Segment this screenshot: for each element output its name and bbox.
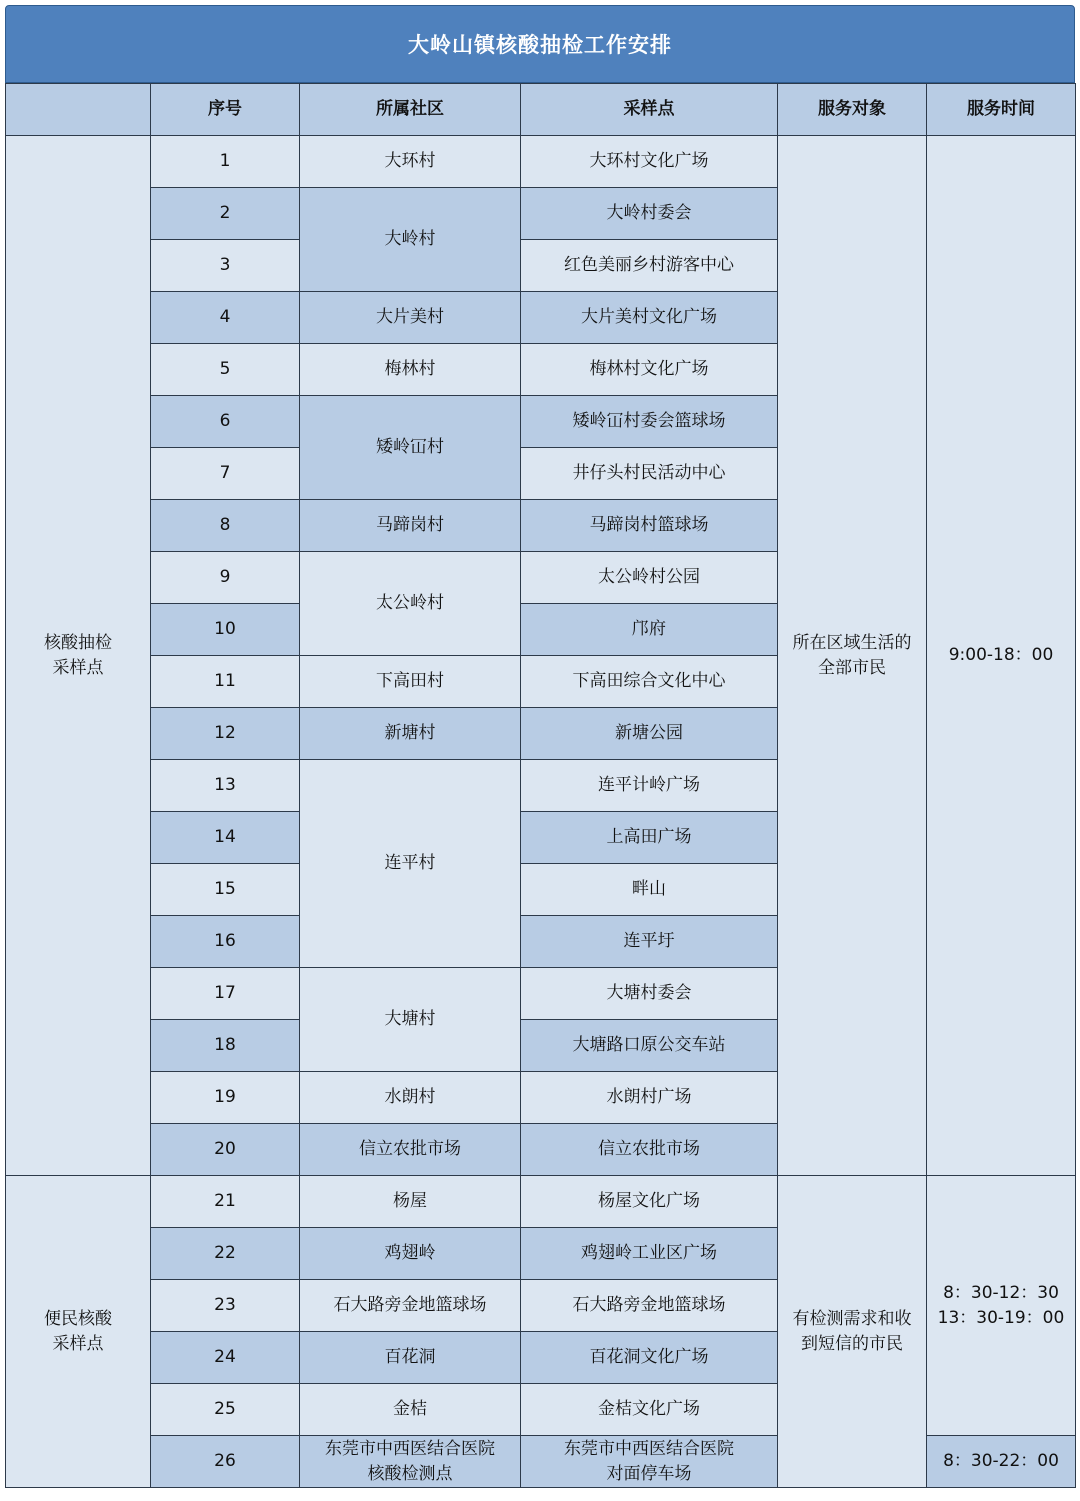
row-community: 下高田村 [300, 656, 521, 708]
row-community: 百花洞 [300, 1332, 521, 1384]
row-no: 24 [151, 1332, 300, 1384]
row-no: 8 [151, 500, 300, 552]
header-community: 所属社区 [300, 84, 521, 136]
row-no: 22 [151, 1228, 300, 1280]
row-site [521, 1436, 778, 1488]
row-site: 太公岭村公园 [521, 552, 778, 604]
row-no: 13 [151, 760, 300, 812]
row-site: 信立农批市场 [521, 1124, 778, 1176]
row-community: 鸡翅岭 [300, 1228, 521, 1280]
row-community: 马蹄岗村 [300, 500, 521, 552]
row-site: 大环村文化广场 [521, 136, 778, 188]
row-site: 新塘公园 [521, 708, 778, 760]
row-no: 9 [151, 552, 300, 604]
row-site: 连平圩 [521, 916, 778, 968]
category-label: 便民核酸 [44, 1308, 112, 1329]
row-site: 百花洞文化广场 [521, 1332, 778, 1384]
row-community: 金桔 [300, 1384, 521, 1436]
row-no: 4 [151, 292, 300, 344]
row-community: 石大路旁金地篮球场 [300, 1280, 521, 1332]
row-site: 畔山 [521, 864, 778, 916]
category-cell [6, 136, 151, 1176]
row-community: 信立农批市场 [300, 1124, 521, 1176]
time-cell: 9:00-18：00 [927, 136, 1076, 1176]
row-no: 1 [151, 136, 300, 188]
row-no: 5 [151, 344, 300, 396]
schedule-sheet [5, 5, 1075, 1496]
target-label: 所在区域生活的 [792, 632, 912, 653]
row-community: 大塘村 [300, 968, 521, 1072]
row-community: 水朗村 [300, 1072, 521, 1124]
table-title: 大岭山镇核酸抽检工作安排 [5, 5, 1075, 83]
row-no: 2 [151, 188, 300, 240]
row-no: 12 [151, 708, 300, 760]
row-community: 太公岭村 [300, 552, 521, 656]
row-site-line: 东莞市中西医结合医院 [564, 1438, 734, 1459]
row-community-line: 东莞市中西医结合医院 [325, 1438, 495, 1459]
target-label: 全部市民 [818, 657, 886, 678]
header-target: 服务对象 [778, 84, 927, 136]
row-no: 7 [151, 448, 300, 500]
target-cell [778, 136, 927, 1176]
row-community: 大环村 [300, 136, 521, 188]
row-community: 大岭村 [300, 188, 521, 292]
row-site: 下高田综合文化中心 [521, 656, 778, 708]
row-no: 26 [151, 1436, 300, 1488]
row-site: 上高田广场 [521, 812, 778, 864]
category-label: 核酸抽检 [44, 632, 112, 653]
row-site: 连平计岭广场 [521, 760, 778, 812]
header-category [6, 84, 151, 136]
row-no: 23 [151, 1280, 300, 1332]
row-site: 马蹄岗村篮球场 [521, 500, 778, 552]
row-site: 邝府 [521, 604, 778, 656]
row-no: 3 [151, 240, 300, 292]
row-site: 大塘路口原公交车站 [521, 1020, 778, 1072]
row-no: 10 [151, 604, 300, 656]
row-site: 金桔文化广场 [521, 1384, 778, 1436]
header-time: 服务时间 [927, 84, 1076, 136]
header-site: 采样点 [521, 84, 778, 136]
row-site: 大岭村委会 [521, 188, 778, 240]
row-site: 大片美村文化广场 [521, 292, 778, 344]
category-cell [6, 1176, 151, 1488]
row-site: 大塘村委会 [521, 968, 778, 1020]
row-community-line: 核酸检测点 [367, 1463, 453, 1484]
row-site: 水朗村广场 [521, 1072, 778, 1124]
target-label: 有检测需求和收 [792, 1308, 912, 1329]
row-no: 25 [151, 1384, 300, 1436]
time-cell: 8：30-22：00 [927, 1436, 1076, 1488]
row-community: 矮岭冚村 [300, 396, 521, 500]
row-site: 石大路旁金地篮球场 [521, 1280, 778, 1332]
row-community [300, 1436, 521, 1488]
target-label: 到短信的市民 [801, 1333, 903, 1354]
row-no: 6 [151, 396, 300, 448]
row-no: 11 [151, 656, 300, 708]
category-label: 采样点 [52, 657, 104, 678]
table-row [6, 136, 1076, 188]
row-no: 16 [151, 916, 300, 968]
row-no: 20 [151, 1124, 300, 1176]
row-no: 14 [151, 812, 300, 864]
row-community: 新塘村 [300, 708, 521, 760]
row-site: 井仔头村民活动中心 [521, 448, 778, 500]
row-site: 红色美丽乡村游客中心 [521, 240, 778, 292]
time-label: 13：30-19：00 [937, 1307, 1065, 1328]
time-label: 8：30-12：30 [943, 1282, 1059, 1303]
header-row [6, 84, 1076, 136]
table-row [6, 1176, 1076, 1228]
target-cell [778, 1176, 927, 1488]
row-no: 15 [151, 864, 300, 916]
category-label: 采样点 [52, 1333, 104, 1354]
row-community: 梅林村 [300, 344, 521, 396]
row-community: 杨屋 [300, 1176, 521, 1228]
row-no: 19 [151, 1072, 300, 1124]
row-site: 梅林村文化广场 [521, 344, 778, 396]
row-no: 18 [151, 1020, 300, 1072]
row-site: 杨屋文化广场 [521, 1176, 778, 1228]
time-cell [927, 1176, 1076, 1436]
row-site: 鸡翅岭工业区广场 [521, 1228, 778, 1280]
row-no: 17 [151, 968, 300, 1020]
row-community: 大片美村 [300, 292, 521, 344]
row-community: 连平村 [300, 760, 521, 968]
schedule-table [5, 83, 1076, 1488]
row-site: 矮岭冚村委会篮球场 [521, 396, 778, 448]
header-no: 序号 [151, 84, 300, 136]
row-no: 21 [151, 1176, 300, 1228]
row-site-line: 对面停车场 [606, 1463, 692, 1484]
